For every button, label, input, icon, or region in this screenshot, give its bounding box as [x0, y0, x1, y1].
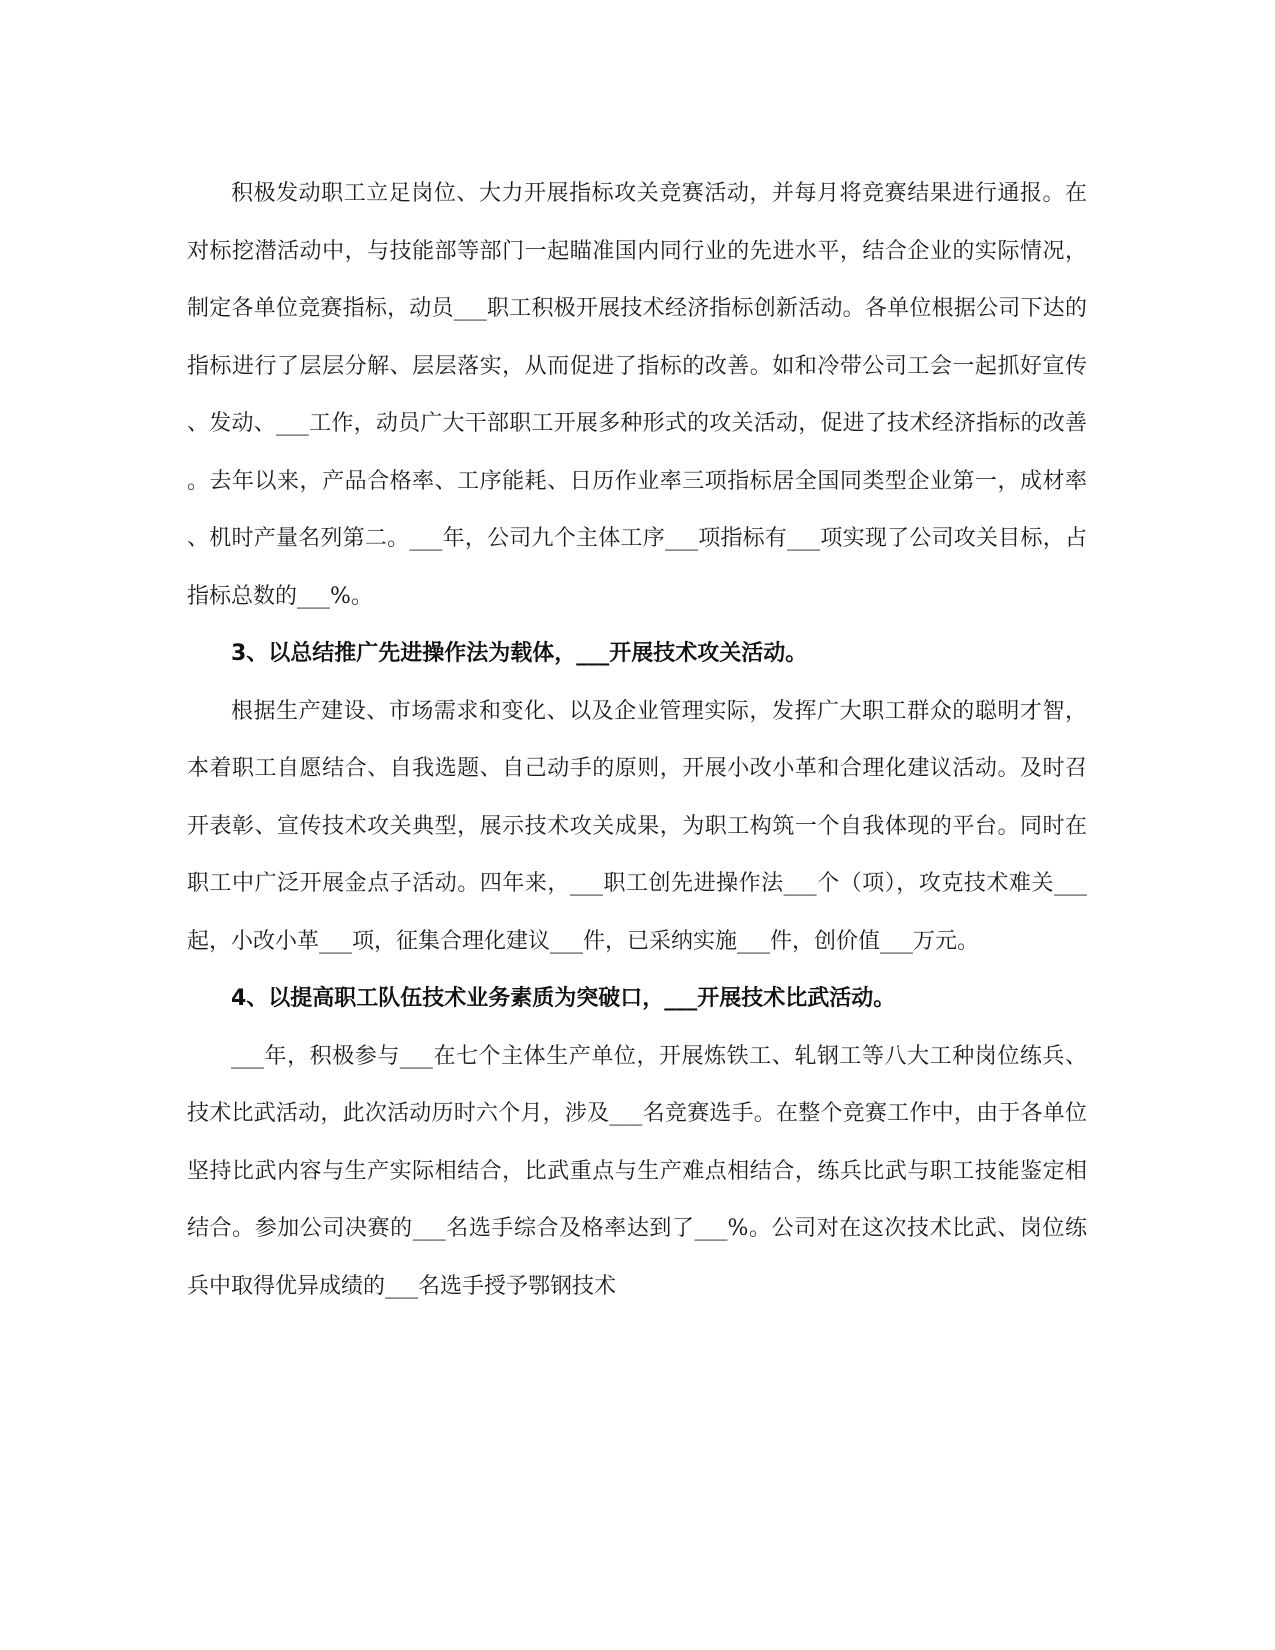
document-body — [187, 165, 1087, 1315]
paragraph-technical-breakthrough: 根据生产建设、市场需求和变化、以及企业管理实际，发挥广大职工群众的聪明才智，本着职工自愿结合、自我选题、自己动手的原则，开展小改小革和合理化建议活动。及时召开表彰、宣传技术攻关典型，展示技术攻关成果，为职工构筑一个自我体现的平台。同时在职工中广泛开展金点子活动。四年来，___职工创先进操作法___个（项），攻克技术难关___起，小改小革___项，征集合理化建议___件，已采纳实施___件，创价值___万元。 — [187, 698, 1087, 954]
section-heading-3: 3、以总结推广先进操作法为载体，___开展技术攻关活动。 — [231, 641, 808, 666]
paragraph-skills-contest: ___年，积极参与___在七个主体生产单位，开展炼铁工、轧钢工等八大工种岗位练兵、技术比武活动，此次活动历时六个月，涉及___名竞赛选手。在整个竞赛工作中，由于各单位坚持比武内容与生产实际相结合，比武重点与生产难点相结合，练兵比武与职工技能鉴定相结合。参加公司决赛的___名选手综合及格率达到了___%。公司对在这次技术比武、岗位练兵中取得优异成绩的___名选手授予鄂钢技术 — [187, 1043, 1087, 1299]
paragraph-index-competition: 积极发动职工立足岗位、大力开展指标攻关竞赛活动，并每月将竞赛结果进行通报。在对标挖潜活动中，与技能部等部门一起瞄准国内同行业的先进水平，结合企业的实际情况，制定各单位竞赛指标，动员___职工积极开展技术经济指标创新活动。各单位根据公司下达的指标进行了层层分解、层层落实，从而促进了指标的改善。如和冷带公司工会一起抓好宣传、发动、___工作，动员广大干部职工开展多种形式的攻关活动，促进了技术经济指标的改善。去年以来，产品合格率、工序能耗、日历作业率三项指标居全国同类型企业第一，成材率、机时产量名列第二。___年，公司九个主体工序___项指标有___项实现了公司攻关目标，占指标总数的___%。 — [187, 181, 1087, 609]
section-heading-4: 4、以提高职工队伍技术业务素质为突破口，___开展技术比武活动。 — [231, 986, 896, 1011]
